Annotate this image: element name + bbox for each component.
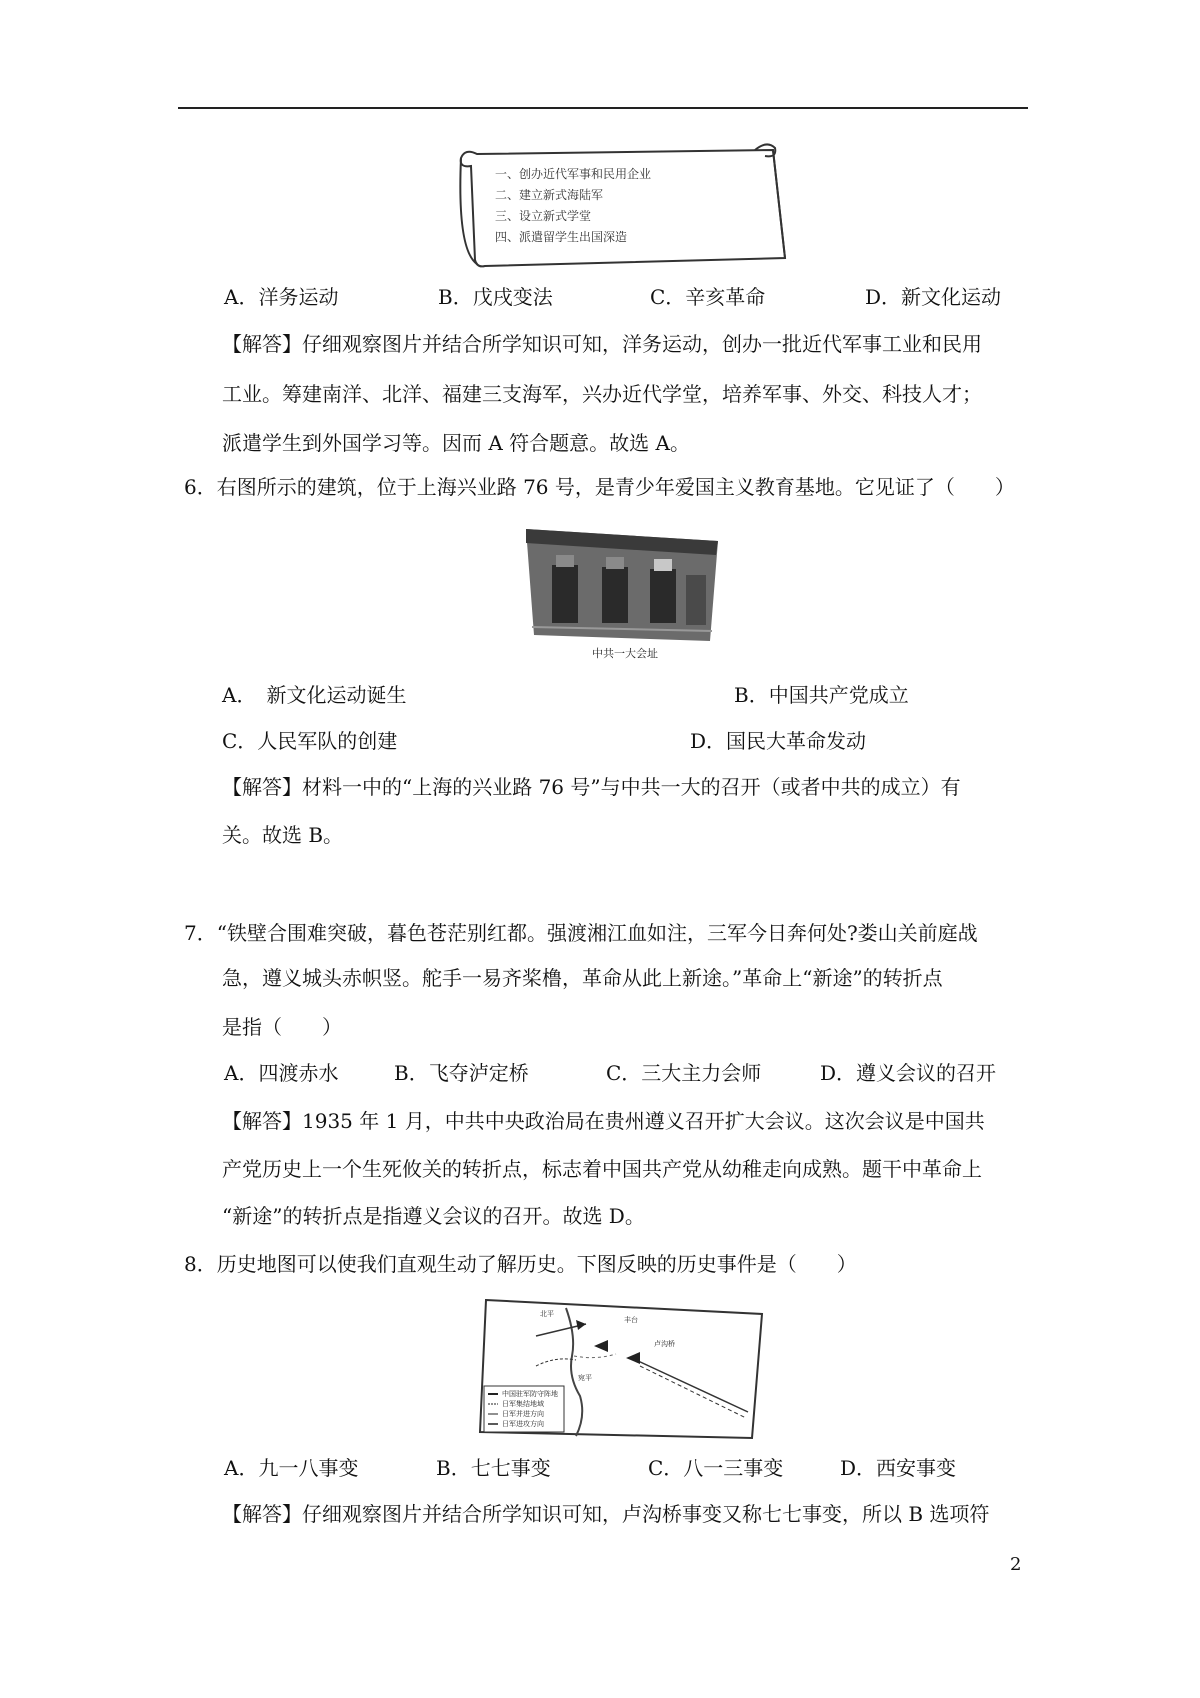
q7-option-d: D．遵义会议的召开: [820, 1061, 997, 1085]
scroll-item-1: 一、创办近代军事和民用企业: [495, 167, 652, 181]
q8-option-a: A．九一八事变: [224, 1456, 359, 1480]
map-label-4: 北平: [540, 1310, 554, 1318]
q5-option-c: C．辛亥革命: [650, 285, 766, 309]
q6-option-a: A． 新文化运动诞生: [222, 683, 407, 707]
q7-option-c: C．三大主力会师: [606, 1061, 762, 1085]
q8-option-d: D．西安事变: [840, 1456, 957, 1480]
q7-option-b: B．飞夺泸定桥: [394, 1061, 529, 1085]
q7-stem-line-1: 7．“铁壁合围难突破，暮色苍茫别红都。强渡湘江血如注，三军今日奔何处?娄山关前庭战: [184, 921, 978, 945]
q6-option-b: B．中国共产党成立: [734, 683, 909, 707]
scroll-figure: [455, 140, 795, 270]
photo-caption: 中共一大会址: [592, 647, 658, 660]
q5-option-d: D．新文化运动: [865, 285, 1002, 309]
q8-answer-line-1: 【解答】仔细观察图片并结合所学知识可知，卢沟桥事变又称七七事变，所以 B 选项符: [222, 1502, 990, 1526]
q5-answer-line-3: 派遣学生到外国学习等。因而 A 符合题意。故选 A。: [222, 431, 690, 455]
scroll-item-4: 四、派遣留学生出国深造: [495, 230, 628, 244]
q5-answer-line-2: 工业。筹建南洋、北洋、福建三支海军，兴办近代学堂，培养军事、外交、科技人才；: [222, 382, 982, 406]
map-legend-1: 中国驻军防守阵地: [502, 1390, 558, 1398]
q6-answer-line-2: 关。故选 B。: [222, 823, 344, 847]
q7-stem-line-2: 急，遵义城头赤帜竖。舵手一易齐桨橹，革命从此上新途。”革命上“新途”的转折点: [222, 966, 943, 990]
battle-map: [476, 1296, 766, 1446]
q6-answer-line-1: 【解答】材料一中的“上海的兴业路 76 号”与中共一大的召开（或者中共的成立）有: [222, 775, 961, 799]
header-rule: [178, 107, 1028, 109]
q5-answer-line-1: 【解答】仔细观察图片并结合所学知识可知，洋务运动，创办一批近代军事工业和民用: [222, 332, 982, 356]
q6-option-c: C．人民军队的创建: [222, 729, 398, 753]
map-legend-3: 日军并进方向: [502, 1410, 544, 1418]
q6-stem: 6．右图所示的建筑，位于上海兴业路 76 号，是青少年爱国主义教育基地。它见证了（ ）: [184, 475, 1015, 499]
page-number: 2: [1010, 1554, 1022, 1575]
building-photo: [522, 525, 732, 665]
q5-option-b: B．戊戌变法: [438, 285, 553, 309]
q7-answer-line-1: 【解答】1935 年 1 月，中共中央政治局在贵州遵义召开扩大会议。这次会议是中国共: [222, 1109, 985, 1133]
q8-stem: 8．历史地图可以使我们直观生动了解历史。下图反映的历史事件是（ ）: [184, 1252, 857, 1276]
q8-option-b: B．七七事变: [436, 1456, 551, 1480]
q7-option-a: A．四渡赤水: [224, 1061, 339, 1085]
q5-option-a: A．洋务运动: [224, 285, 339, 309]
map-label-1: 卢沟桥: [654, 1340, 675, 1348]
scroll-item-3: 三、设立新式学堂: [495, 209, 592, 223]
map-label-2: 宛平: [578, 1374, 592, 1382]
map-label-3: 丰台: [624, 1316, 638, 1324]
map-legend-2: 日军集结地域: [502, 1400, 544, 1408]
scroll-item-2: 二、建立新式海陆军: [495, 188, 604, 202]
q8-option-c: C．八一三事变: [648, 1456, 784, 1480]
q7-stem-line-3: 是指（ ）: [222, 1015, 342, 1039]
q7-answer-line-3: “新途”的转折点是指遵义会议的召开。故选 D。: [222, 1204, 645, 1228]
q6-option-d: D．国民大革命发动: [690, 729, 867, 753]
map-legend-4: 日军进攻方向: [502, 1420, 544, 1428]
q7-answer-line-2: 产党历史上一个生死攸关的转折点，标志着中国共产党从幼稚走向成熟。题干中革命上: [222, 1157, 982, 1181]
